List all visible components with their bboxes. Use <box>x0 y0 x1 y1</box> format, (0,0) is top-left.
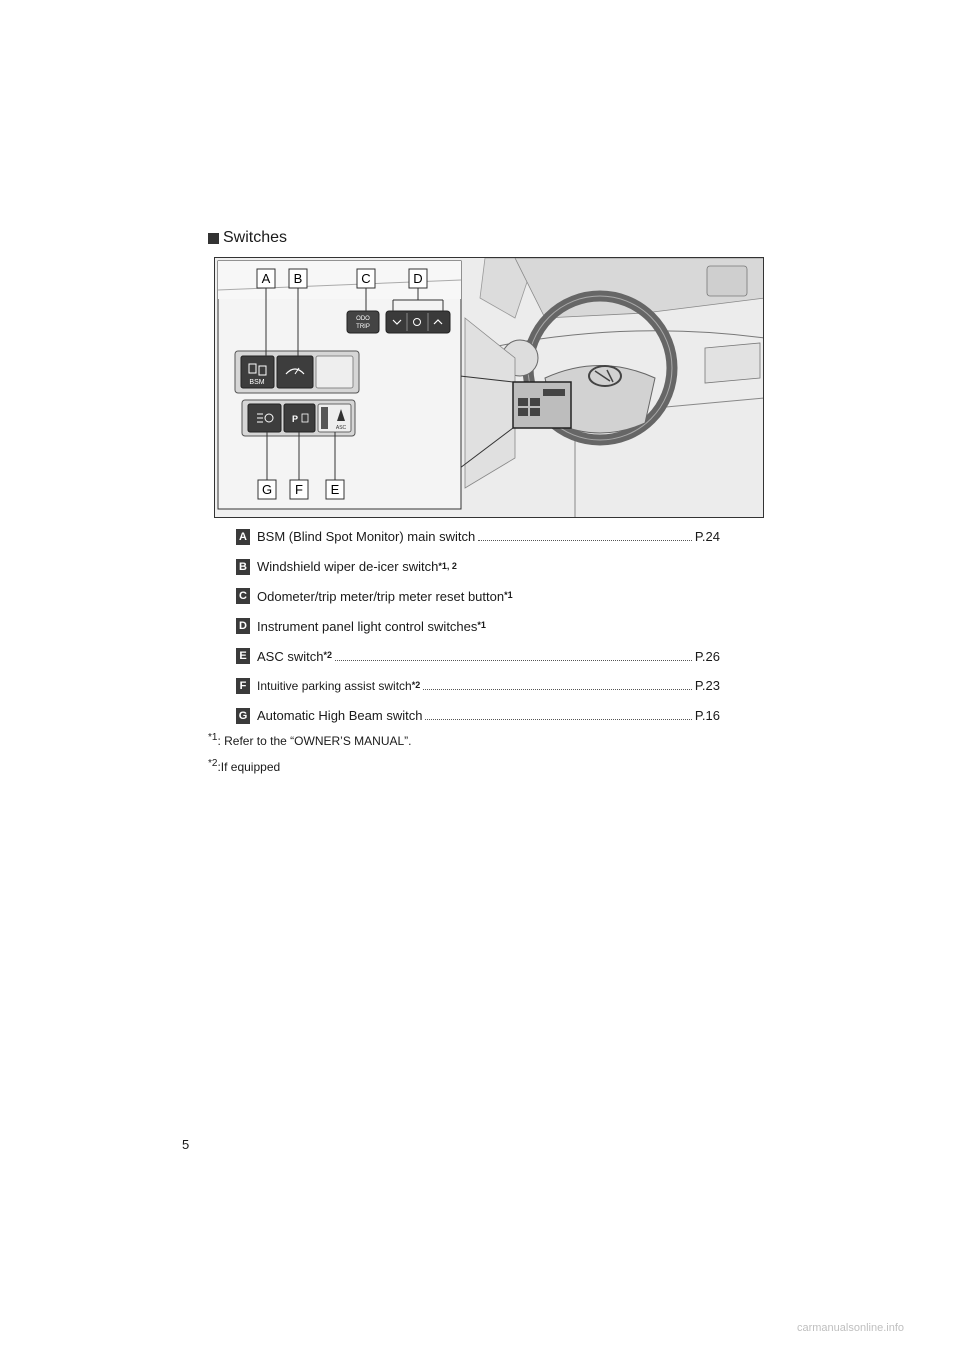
item-tag: D <box>236 618 250 634</box>
footnote-mark: *1 <box>208 732 218 743</box>
svg-text:B: B <box>293 271 303 286</box>
item-tag: C <box>236 588 250 604</box>
switches-illustration <box>214 257 764 518</box>
list-item-g <box>236 701 720 731</box>
svg-text:E: E <box>330 482 340 497</box>
list-item-b <box>236 552 720 582</box>
svg-text:A: A <box>261 271 271 286</box>
footnote-ref: *1 <box>477 620 486 631</box>
footnote-text: :If equipped <box>217 760 281 774</box>
svg-text:F: F <box>295 482 303 497</box>
svg-text:BSM: BSM <box>249 379 265 386</box>
list-item-f <box>236 671 720 701</box>
page-reference: P.26 <box>694 648 720 664</box>
dot-leader <box>335 660 692 661</box>
svg-text:TRIP: TRIP <box>356 324 370 330</box>
footnote-2 <box>208 758 280 774</box>
section-title: Switches <box>223 229 288 246</box>
switch-list <box>236 522 720 731</box>
item-text: Intuitive parking assist switch <box>257 678 412 693</box>
heading-square-icon <box>208 233 219 244</box>
footnote-ref: *2 <box>411 679 421 690</box>
svg-text:D: D <box>413 271 423 286</box>
footnote-ref: *2 <box>323 650 332 661</box>
svg-text:ASC: ASC <box>335 425 347 431</box>
callout-e <box>326 480 344 499</box>
callout-f <box>290 480 308 499</box>
svg-text:G: G <box>261 482 273 497</box>
item-text: Automatic High Beam switch <box>257 708 423 724</box>
watermark: carmanualsonline.info <box>796 1322 904 1334</box>
page-reference: P.23 <box>694 678 720 694</box>
dot-leader <box>425 719 691 720</box>
callout-b <box>289 269 307 288</box>
footnote-mark: *2 <box>208 758 218 769</box>
callout-c <box>357 269 375 288</box>
callout-g <box>258 480 276 499</box>
page-reference: P.24 <box>694 529 720 545</box>
page-number: 5 <box>182 1137 190 1152</box>
list-item-e <box>236 641 720 671</box>
list-item-a <box>236 522 720 552</box>
svg-text:ODO: ODO <box>356 316 370 322</box>
switches-diagram <box>215 258 764 518</box>
item-tag: B <box>236 559 250 575</box>
item-tag: F <box>236 678 250 694</box>
item-text: Odometer/trip meter/trip meter reset button <box>257 588 505 604</box>
footnote-1 <box>208 732 412 748</box>
svg-text:C: C <box>361 271 371 286</box>
list-item-c <box>236 582 720 612</box>
dot-leader <box>478 540 692 541</box>
item-tag: E <box>236 648 250 664</box>
item-text: Windshield wiper de-icer switch <box>257 559 439 575</box>
item-tag: A <box>236 529 250 545</box>
item-tag: G <box>236 708 250 724</box>
dot-leader <box>423 689 692 690</box>
page-reference: P.16 <box>694 708 720 724</box>
item-text: ASC switch <box>257 648 324 664</box>
svg-text:P: P <box>291 414 299 424</box>
item-text: BSM (Blind Spot Monitor) main switch <box>257 529 476 545</box>
footnote-ref: *1, 2 <box>438 560 457 571</box>
callout-d <box>409 269 427 288</box>
section-heading <box>208 229 287 247</box>
callout-a <box>257 269 275 288</box>
item-text: Instrument panel light control switches <box>257 618 478 634</box>
footnote-text: : Refer to the “OWNER’S MANUAL”. <box>217 734 412 748</box>
list-item-d <box>236 611 720 641</box>
footnote-ref: *1 <box>504 590 513 601</box>
